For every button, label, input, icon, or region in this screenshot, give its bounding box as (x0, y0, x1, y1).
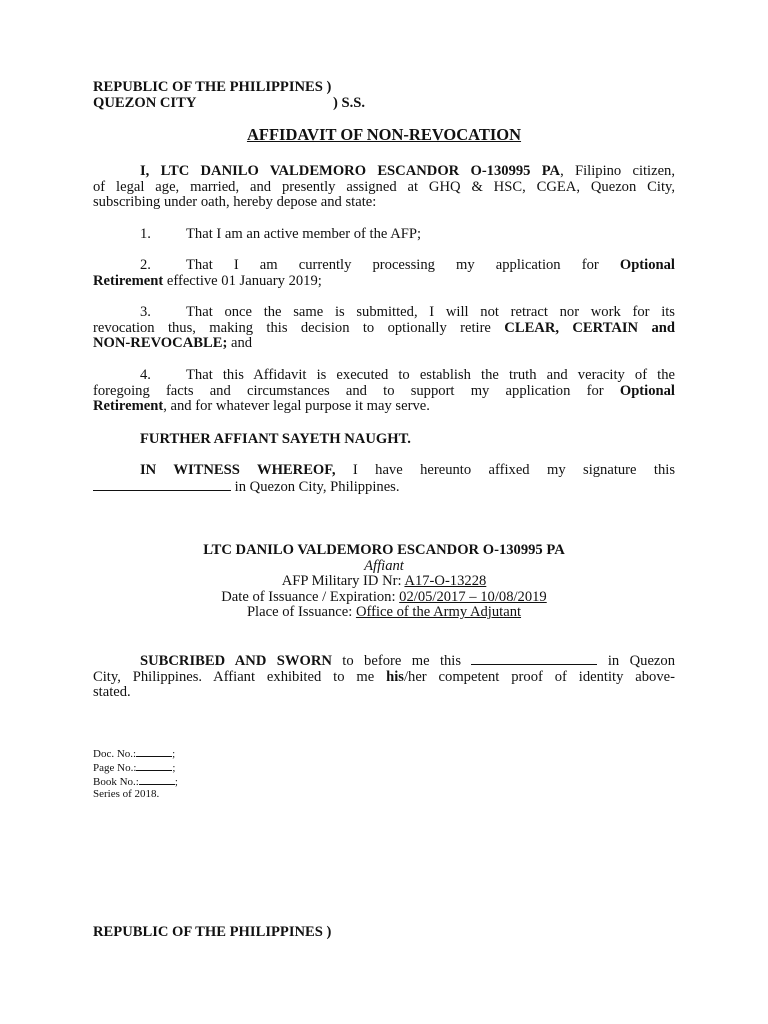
item-2 (93, 258, 675, 289)
intro-text-c: subscribing under oath, hereby depose and state: (93, 194, 377, 211)
notary-book-label: Book No.: (93, 775, 139, 788)
item-text-line1: That I am currently processing my application for (186, 257, 599, 273)
notary-doc-blank (136, 747, 172, 757)
affiant-place-line (93, 605, 675, 621)
affiant-place-value: Office of the Army Adjutant (355, 604, 522, 621)
item-text-line2: revocation thus, making this decision to optionally retire (93, 319, 491, 336)
affiant-place-label: Place of Issuance: (246, 604, 356, 621)
item-text-line3: and (227, 335, 253, 352)
witness-line2: in Quezon City, Philippines. (231, 478, 400, 495)
notary-doc-label: Doc. No.: (93, 748, 137, 760)
affiant-name-intro: I, LTC DANILO VALDEMORO ESCANDOR O-130995 PA (140, 163, 561, 179)
item-number: 2. (140, 257, 151, 273)
intro-paragraph (93, 164, 675, 211)
venue-republic: REPUBLIC OF THE PHILIPPINES ) (93, 79, 332, 95)
item-4 (93, 368, 675, 415)
witness-paragraph (93, 463, 675, 495)
item-text-line2: foregoing facts and circumstances and to support my application for (93, 382, 604, 399)
jurat-text2: in Quezon (597, 653, 675, 669)
item-3 (93, 305, 675, 352)
intro-text-b: of legal age, married, and presently assigned at GHQ & HSC, CGEA, Quezon City, (93, 178, 675, 195)
document-title: AFFIDAVIT OF NON-REVOCATION (246, 125, 522, 144)
jurat-date-blank (471, 653, 597, 665)
item-bold-1: Optional (619, 257, 675, 273)
witness-bold: IN WITNESS WHEREOF, (140, 462, 336, 478)
affiant-dates-label: Date of Issuance / Expiration: (221, 588, 400, 605)
signature-date-blank (93, 479, 231, 491)
witness-text: I have hereunto affixed my signature this (335, 462, 675, 478)
item-text-line2: effective 01 January 2019; (163, 272, 322, 289)
affiant-id-line (93, 574, 675, 590)
notary-page-label: Page No.: (93, 761, 137, 774)
item-number: 1. (140, 226, 151, 242)
notary-page-blank (136, 761, 172, 771)
item-text-line3: , and for whatever legal purpose it may serve. (163, 398, 430, 415)
item-text-line1: That once the same is submitted, I will not retract nor work for its (186, 304, 675, 320)
affiant-id-value: A17-O-13228 (404, 573, 487, 590)
affiant-dates-line (93, 590, 675, 606)
affiant-id-label: AFP Military ID Nr: (281, 573, 405, 590)
intro-text-a: , Filipino citizen, (560, 163, 676, 179)
venue-city: QUEZON CITY (93, 95, 197, 111)
item-bold-2: Retirement (93, 398, 164, 415)
notary-details: Doc. No.: ; Page No.: ; Book No.: ; Series of 2018. (93, 748, 178, 801)
jurat-line2b: /her competent proof of identity above- (403, 668, 675, 685)
jurat-bold: SUBCRIBED AND SWORN (140, 653, 332, 669)
jurat-paragraph (93, 653, 675, 701)
affiant-name: LTC DANILO VALDEMORO ESCANDOR O-130995 PA (203, 542, 565, 558)
item-text: That I am an active member of the AFP; (186, 226, 422, 242)
jurat-his: his (386, 668, 404, 685)
item-text-line1: That this Affidavit is executed to establish the truth and veracity of the (186, 367, 675, 383)
venue-ss-text: ) S.S. (333, 95, 366, 111)
notary-series: Series of 2018. (93, 788, 160, 801)
item-bold-2: Retirement (93, 272, 164, 289)
jurat-line3: stated. (93, 684, 131, 701)
jurat-text1: to before me this (331, 653, 462, 669)
item-number: 4. (140, 367, 151, 383)
footer-venue: REPUBLIC OF THE PHILIPPINES ) (93, 924, 332, 940)
affiant-role: Affiant (364, 557, 404, 574)
affiant-dates-value: 02/05/2017 – 10/08/2019 (399, 588, 547, 605)
jurat-line2a: City, Philippines. Affiant exhibited to me (93, 668, 387, 685)
venue-ss (333, 96, 365, 112)
notary-book-blank (139, 775, 175, 785)
affiant-block (93, 543, 675, 621)
item-number: 3. (140, 304, 151, 320)
further-affiant: FURTHER AFFIANT SAYETH NAUGHT. (140, 431, 411, 447)
item-bold-1: CLEAR, CERTAIN and (504, 319, 675, 336)
item-bold-2: NON-REVOCABLE; (93, 335, 228, 352)
item-bold-1: Optional (619, 382, 675, 399)
